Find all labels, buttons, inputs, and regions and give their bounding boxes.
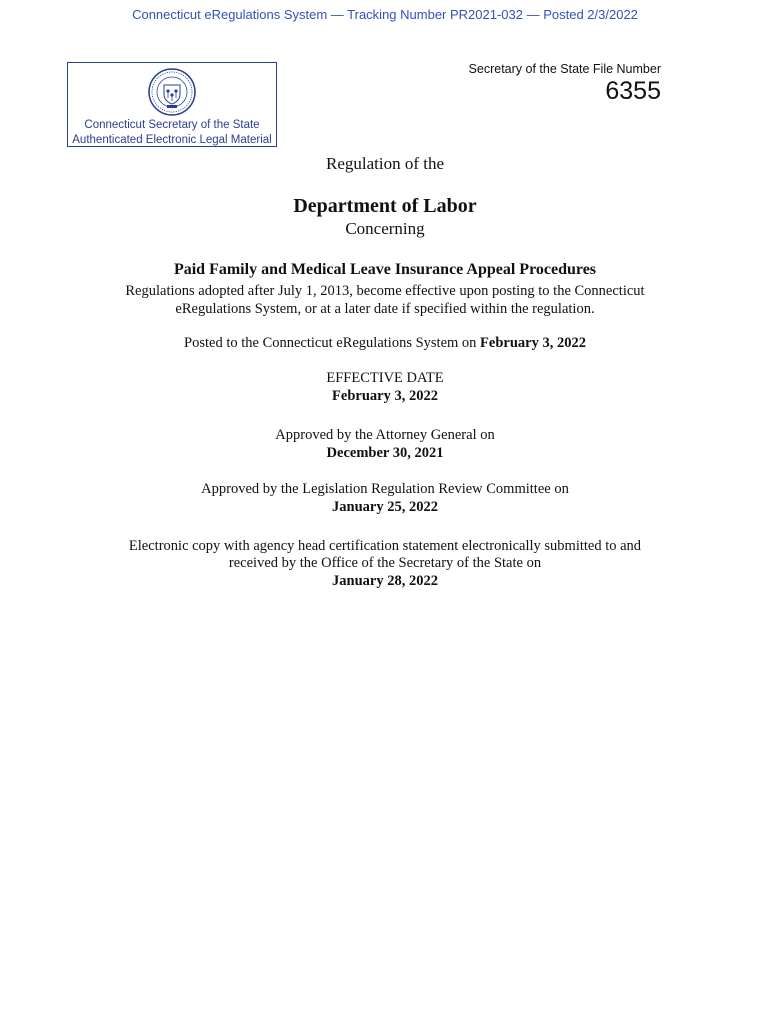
seal-caption-line1: Connecticut Secretary of the State: [84, 119, 260, 131]
authentication-seal-box: [67, 62, 277, 147]
state-seal-icon: [147, 67, 197, 117]
posted-statement: [0, 335, 770, 352]
posted-date: February 3, 2022: [480, 335, 586, 351]
adoption-note: [0, 282, 770, 318]
adoption-note-line2: eRegulations System, or at a later date if specified within the regulation.: [175, 301, 595, 317]
adoption-note-line1: Regulations adopted after July 1, 2013, become effective upon posting to the Connecticut: [125, 283, 645, 299]
review-committee-label: Approved by the Legislation Regulation Review Committee on: [201, 481, 569, 497]
concerning-label: Concerning: [345, 219, 425, 238]
electronic-copy-statement: [0, 538, 770, 572]
attorney-general-label: Approved by the Attorney General on: [275, 427, 495, 443]
posted-label: Posted to the Connecticut eRegulations System on: [184, 335, 481, 351]
regulation-subject: Paid Family and Medical Leave Insurance Appeal Procedures: [173, 261, 597, 278]
effective-date-value: February 3, 2022: [332, 388, 438, 404]
regulation-of-heading: Regulation of the: [325, 154, 445, 173]
tracking-header: Connecticut eRegulations System — Tracking Number PR2021-032 — Posted 2/3/2022: [132, 7, 638, 22]
file-number-value: 6355: [605, 77, 661, 105]
electronic-copy-date: January 28, 2022: [332, 573, 438, 589]
electronic-copy-line2: received by the Office of the Secretary of the State on: [228, 555, 542, 571]
file-number-label: Secretary of the State File Number: [468, 62, 661, 76]
seal-caption-line2: Authenticated Electronic Legal Material: [72, 134, 272, 146]
review-committee-date: January 25, 2022: [332, 499, 438, 515]
effective-date-label: EFFECTIVE DATE: [326, 370, 444, 386]
attorney-general-date: December 30, 2021: [326, 445, 444, 461]
electronic-copy-line1: Electronic copy with agency head certification statement electronically submitted to and: [128, 538, 642, 554]
department-title: Department of Labor: [293, 195, 477, 217]
